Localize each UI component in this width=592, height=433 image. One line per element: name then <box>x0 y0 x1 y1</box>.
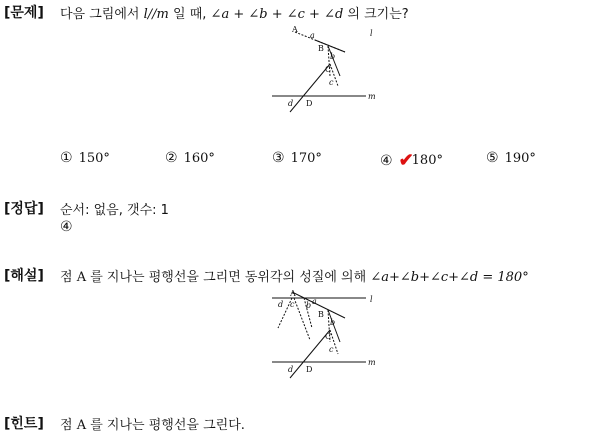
choice-value: 180° <box>411 153 443 168</box>
answer-tag: [정답] <box>4 201 44 217</box>
label-C: C <box>325 332 332 341</box>
label-A: A <box>292 25 298 34</box>
choice-value: 150° <box>78 150 110 166</box>
problem-text-middle: 일 때, <box>173 7 207 22</box>
problem-condition: l//m <box>143 7 169 22</box>
choice-2[interactable] <box>165 150 215 166</box>
choice-value: 160° <box>183 150 215 166</box>
problem-text-prefix: 다음 그림에서 <box>60 7 140 22</box>
label-c: c <box>329 78 334 87</box>
label-c2: c <box>329 345 334 354</box>
label-l: l <box>370 295 373 304</box>
label-a: a <box>312 297 317 306</box>
problem-text <box>60 3 409 22</box>
label-l: l <box>370 29 373 38</box>
choice-1[interactable] <box>60 150 110 166</box>
label-m: m <box>368 92 376 101</box>
explanation-body: 점 A 를 지나는 평행선을 그리면 동위각의 성질에 의해 <box>60 270 367 285</box>
explanation-tag: [해설] <box>4 268 44 284</box>
hint-text: 점 A 를 지나는 평행선을 그린다. <box>60 418 245 433</box>
explanation-figure <box>270 288 390 383</box>
label-a: a <box>310 31 315 40</box>
label-b2: b <box>330 318 336 327</box>
answer-line2: ④ <box>60 219 73 235</box>
label-b: b <box>306 301 312 310</box>
label-D: D <box>306 99 313 108</box>
choice-4[interactable] <box>380 150 443 171</box>
choice-5[interactable] <box>486 150 536 166</box>
explanation-text <box>60 266 529 285</box>
choice-value: 170° <box>290 150 322 166</box>
label-c: c <box>290 300 295 309</box>
choice-mark: ⑤ <box>486 150 499 166</box>
choice-mark: ② <box>165 150 178 166</box>
hint-tag: [힌트] <box>4 416 44 432</box>
label-B: B <box>318 44 324 53</box>
problem-tag: [문제] <box>4 5 44 21</box>
choice-mark: ④ <box>380 152 393 169</box>
label-B: B <box>318 310 324 319</box>
label-m: m <box>368 358 376 367</box>
label-A: A <box>290 289 296 298</box>
answer-line1: 순서: 없음, 갯수: 1 <box>60 203 169 218</box>
label-b: b <box>330 52 336 61</box>
label-d: d <box>288 99 294 108</box>
problem-expression: ∠a + ∠b + ∠c + ∠d <box>210 7 344 22</box>
choice-3[interactable] <box>272 150 322 166</box>
label-D: D <box>306 365 313 374</box>
label-C: C <box>325 65 332 74</box>
problem-figure <box>270 24 390 119</box>
label-d2: d <box>288 365 294 374</box>
explanation-expression: ∠a+∠b+∠c+∠d = 180° <box>370 270 529 285</box>
choice-mark: ③ <box>272 150 285 166</box>
problem-text-suffix: 의 크기는? <box>347 7 409 22</box>
checkmark-icon: ✔ <box>398 150 414 171</box>
choice-value: 190° <box>504 150 536 166</box>
choice-mark: ① <box>60 150 73 166</box>
label-d: d <box>278 300 284 309</box>
